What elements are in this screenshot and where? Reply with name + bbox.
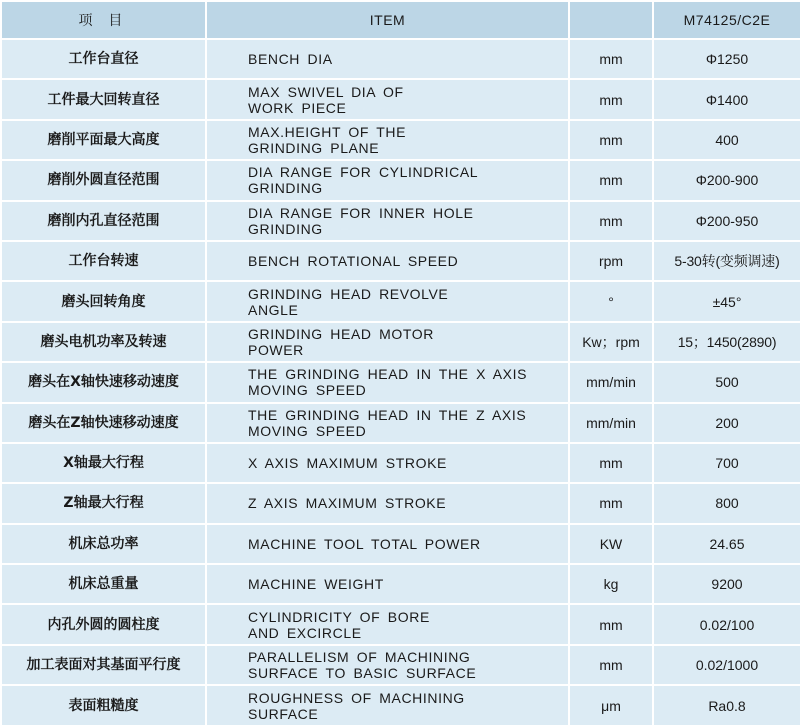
item-name-en-line: MACHINE TOOL TOTAL POWER — [248, 535, 481, 552]
table-row — [1, 685, 800, 726]
item-unit: mm — [569, 645, 653, 685]
item-name-zh: Z轴最大行程 — [1, 483, 206, 523]
item-name-en — [206, 524, 569, 564]
item-unit: mm/min — [569, 403, 653, 443]
item-name-en — [206, 362, 569, 402]
table-row — [1, 524, 800, 564]
item-name-en — [206, 483, 569, 523]
item-value: Φ200-900 — [653, 160, 800, 200]
item-name-en-line: Z AXIS MAXIMUM STROKE — [248, 495, 447, 512]
item-name-en-line: GRINDING PLANE — [248, 139, 380, 156]
header-row — [1, 1, 800, 39]
item-value: Φ1400 — [653, 79, 800, 119]
item-name-en — [206, 443, 569, 483]
item-name-zh: 工件最大回转直径 — [1, 79, 206, 119]
item-name-en-line: MACHINE WEIGHT — [248, 576, 384, 593]
item-name-en-line: GRINDING — [248, 220, 323, 237]
item-name-en-line: DIA RANGE FOR CYLINDRICAL — [248, 164, 479, 181]
item-name-zh: 工作台直径 — [1, 39, 206, 79]
table-row — [1, 483, 800, 523]
table-row — [1, 79, 800, 119]
item-unit: mm — [569, 160, 653, 200]
table-row — [1, 564, 800, 604]
item-unit: mm/min — [569, 362, 653, 402]
table-row — [1, 120, 800, 160]
item-name-zh: X轴最大行程 — [1, 443, 206, 483]
item-unit: mm — [569, 120, 653, 160]
table-row — [1, 39, 800, 79]
item-value: 24.65 — [653, 524, 800, 564]
item-name-en — [206, 564, 569, 604]
item-name-en-line: SURFACE — [248, 705, 319, 722]
item-name-en — [206, 79, 569, 119]
item-value: 500 — [653, 362, 800, 402]
item-name-en — [206, 604, 569, 644]
item-unit: mm — [569, 604, 653, 644]
item-name-zh: 加工表面对其基面平行度 — [1, 645, 206, 685]
item-name-zh: 工作台转速 — [1, 241, 206, 281]
header-item-en: ITEM — [206, 1, 569, 39]
header-item-zh: 项 目 — [1, 1, 206, 39]
item-value: Φ200-950 — [653, 201, 800, 241]
item-name-en — [206, 685, 569, 726]
item-unit: rpm — [569, 241, 653, 281]
item-name-zh: 表面粗糙度 — [1, 685, 206, 726]
item-name-en — [206, 241, 569, 281]
item-name-en — [206, 120, 569, 160]
item-name-zh: 磨头在Z轴快速移动速度 — [1, 403, 206, 443]
item-unit: KW — [569, 524, 653, 564]
item-name-en-line: MAX SWIVEL DIA OF — [248, 83, 404, 100]
item-name-en-line: GRINDING — [248, 180, 323, 197]
table-row — [1, 604, 800, 644]
item-name-en — [206, 322, 569, 362]
item-name-en-line: ROUGHNESS OF MACHINING — [248, 689, 465, 706]
header-unit — [569, 1, 653, 39]
item-name-en — [206, 281, 569, 321]
item-name-en-line: GRINDING HEAD REVOLVE — [248, 285, 449, 302]
item-name-en — [206, 403, 569, 443]
item-name-zh: 机床总重量 — [1, 564, 206, 604]
item-name-en-line: MAX.HEIGHT OF THE — [248, 123, 407, 140]
table-row — [1, 645, 800, 685]
item-name-en-line: CYLINDRICITY OF BORE — [248, 608, 430, 625]
item-name-zh: 磨头在X轴快速移动速度 — [1, 362, 206, 402]
item-name-zh: 磨头回转角度 — [1, 281, 206, 321]
item-value: 9200 — [653, 564, 800, 604]
item-value: 0.02/100 — [653, 604, 800, 644]
item-name-en — [206, 39, 569, 79]
item-name-en-line: GRINDING HEAD MOTOR — [248, 325, 434, 342]
spec-body — [1, 39, 800, 726]
item-name-en-line: MOVING SPEED — [248, 422, 367, 439]
item-name-en-line: ANGLE — [248, 301, 299, 318]
item-value: 5-30转(变频调速) — [653, 241, 800, 281]
item-name-en-line: THE GRINDING HEAD IN THE Z AXIS — [248, 406, 527, 423]
table-row — [1, 201, 800, 241]
table-row — [1, 281, 800, 321]
item-name-zh: 磨削平面最大高度 — [1, 120, 206, 160]
item-value: 800 — [653, 483, 800, 523]
item-value: 700 — [653, 443, 800, 483]
item-name-en-line: SURFACE TO BASIC SURFACE — [248, 665, 477, 682]
item-value: Φ1250 — [653, 39, 800, 79]
item-unit: mm — [569, 443, 653, 483]
item-value: ±45° — [653, 281, 800, 321]
item-name-en-line: BENCH DIA — [248, 51, 333, 68]
table-row — [1, 241, 800, 281]
item-unit: ° — [569, 281, 653, 321]
item-name-en-line: POWER — [248, 341, 304, 358]
item-name-en-line: BENCH ROTATIONAL SPEED — [248, 253, 459, 270]
item-unit: μm — [569, 685, 653, 726]
item-unit: mm — [569, 483, 653, 523]
item-value: 400 — [653, 120, 800, 160]
item-name-zh: 内孔外圆的圆柱度 — [1, 604, 206, 644]
table-row — [1, 403, 800, 443]
item-value: 200 — [653, 403, 800, 443]
item-name-zh: 磨削内孔直径范围 — [1, 201, 206, 241]
item-value: Ra0.8 — [653, 685, 800, 726]
item-name-en — [206, 201, 569, 241]
item-name-en-line: DIA RANGE FOR INNER HOLE — [248, 204, 474, 221]
item-unit: Kw；rpm — [569, 322, 653, 362]
item-name-en-line: PARALLELISM OF MACHINING — [248, 649, 471, 666]
item-name-en — [206, 160, 569, 200]
table-row — [1, 362, 800, 402]
table-row — [1, 160, 800, 200]
item-name-zh: 磨头电机功率及转速 — [1, 322, 206, 362]
item-unit: mm — [569, 79, 653, 119]
item-unit: kg — [569, 564, 653, 604]
item-name-zh: 磨削外圆直径范围 — [1, 160, 206, 200]
item-value: 0.02/1000 — [653, 645, 800, 685]
item-name-en-line: THE GRINDING HEAD IN THE X AXIS — [248, 366, 528, 383]
header-model: M74125/C2E — [653, 1, 800, 39]
item-name-en-line: MOVING SPEED — [248, 382, 367, 399]
item-name-en — [206, 645, 569, 685]
item-name-en-line: X AXIS MAXIMUM STROKE — [248, 455, 447, 472]
item-name-en-line: WORK PIECE — [248, 99, 347, 116]
table-row — [1, 443, 800, 483]
item-value: 15；1450(2890) — [653, 322, 800, 362]
item-unit: mm — [569, 201, 653, 241]
table-row — [1, 322, 800, 362]
item-unit: mm — [569, 39, 653, 79]
item-name-zh: 机床总功率 — [1, 524, 206, 564]
item-name-en-line: AND EXCIRCLE — [248, 624, 362, 641]
